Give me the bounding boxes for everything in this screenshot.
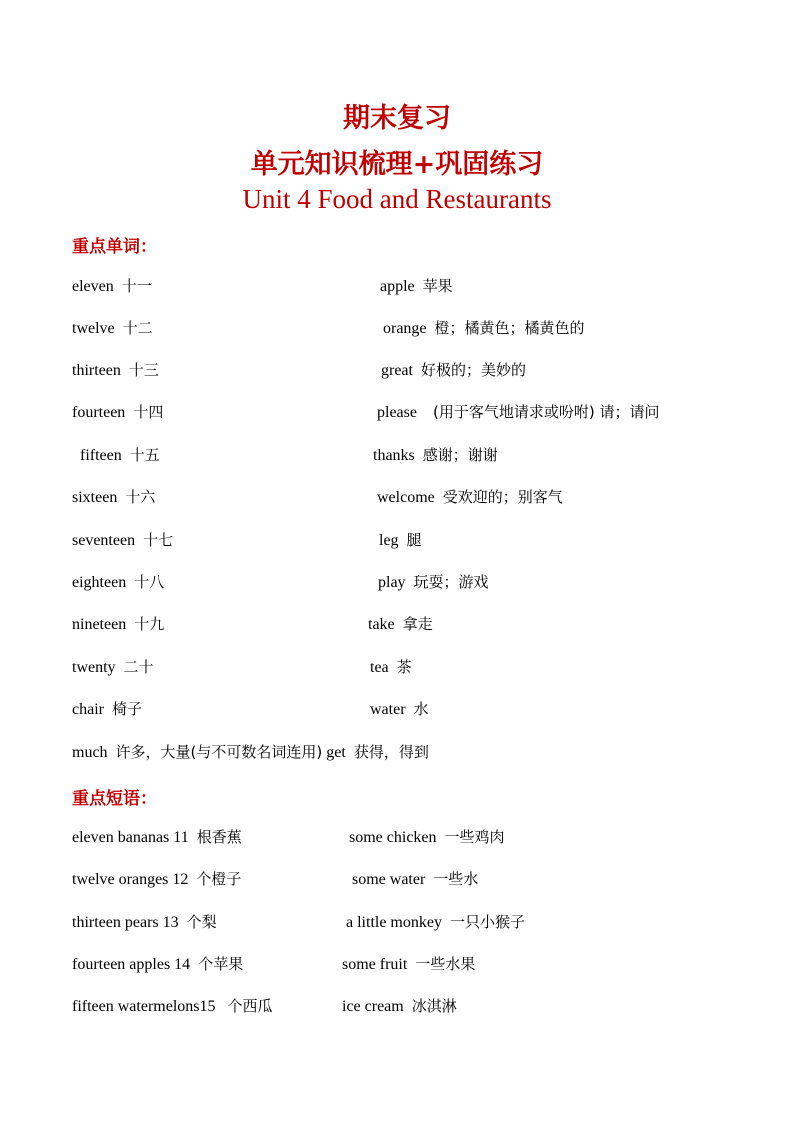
word-item: thirteen 十三: [72, 361, 159, 379]
title-review: 期末复习: [343, 103, 451, 134]
word-item: fourteen 十四: [72, 403, 164, 421]
phrase-item: fifteen watermelons15 个西瓜: [72, 997, 273, 1015]
word-item: please (用于客气地请求或吩咐) 请；请问: [377, 403, 660, 421]
word-item: play 玩耍；游戏: [378, 573, 489, 591]
word-item: tea 茶: [370, 658, 412, 676]
word-item: eighteen 十八: [72, 573, 165, 591]
word-item: thanks 感谢；谢谢: [373, 446, 498, 464]
title-unit-summary: 单元知识梳理+巩固练习: [250, 149, 544, 180]
word-item: seventeen 十七: [72, 531, 174, 549]
word-item: much 许多，大量(与不可数名词连用) get 获得，得到: [72, 743, 429, 761]
phrase-item: a little monkey 一只小猴子: [346, 913, 525, 931]
phrase-item: some chicken 一些鸡肉: [349, 828, 505, 846]
phrase-item: some water 一些水: [352, 870, 479, 888]
word-item: chair 椅子: [72, 700, 142, 718]
phrase-item: eleven bananas 11 根香蕉: [72, 828, 242, 846]
phrase-item: some fruit 一些水果: [342, 955, 476, 973]
phrases-heading: 重点短语：: [72, 789, 157, 809]
word-item: twelve 十二: [72, 319, 153, 337]
word-item: leg 腿: [379, 531, 422, 549]
word-item: great 好极的；美妙的: [381, 361, 526, 379]
phrase-item: ice cream 冰淇淋: [342, 997, 457, 1015]
word-item: fifteen 十五: [80, 446, 160, 464]
word-item: nineteen 十九: [72, 615, 165, 633]
word-item: twenty 二十: [72, 658, 154, 676]
word-item: welcome 受欢迎的；别客气: [377, 488, 563, 506]
word-item: take 拿走: [368, 615, 433, 633]
word-item: apple 苹果: [380, 277, 453, 295]
phrase-item: twelve oranges 12 个橙子: [72, 870, 242, 888]
word-item: sixteen 十六: [72, 488, 156, 506]
word-item: water 水: [370, 700, 429, 718]
phrase-item: fourteen apples 14 个苹果: [72, 955, 244, 973]
words-heading: 重点单词：: [72, 237, 157, 257]
phrase-item: thirteen pears 13 个梨: [72, 913, 217, 931]
word-item: eleven 十一: [72, 277, 152, 295]
word-item: orange 橙；橘黄色；橘黄色的: [383, 319, 585, 337]
title-unit-name: Unit 4 Food and Restaurants: [242, 184, 552, 214]
